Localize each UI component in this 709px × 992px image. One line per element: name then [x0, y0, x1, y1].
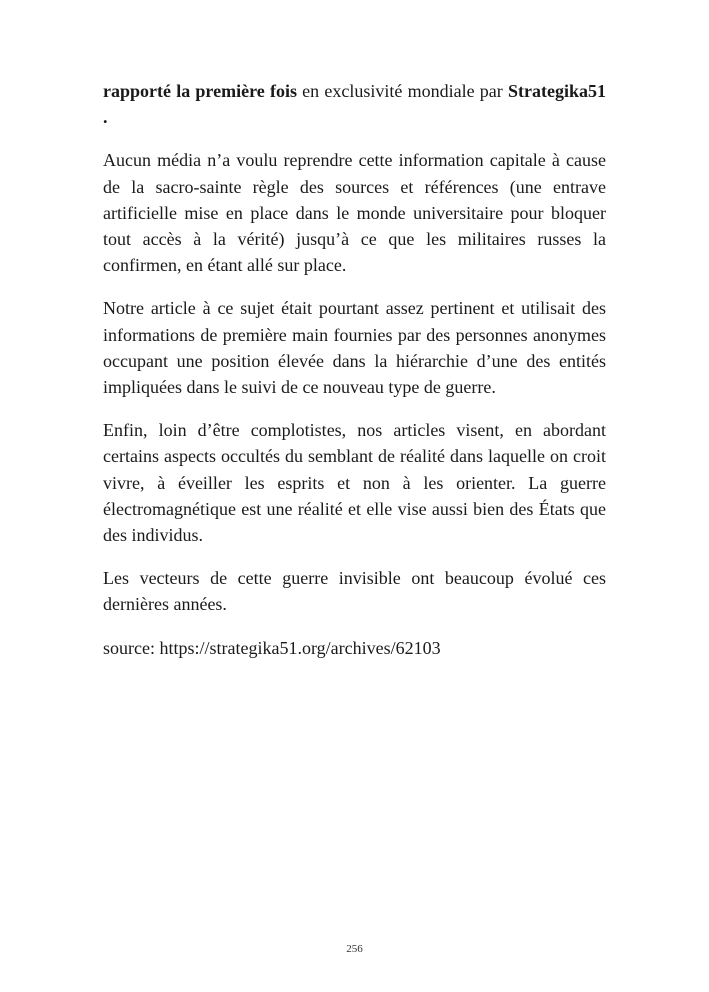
intro-bold-lead: rapporté la première fois: [103, 81, 297, 101]
page-number: 256: [346, 943, 363, 955]
page-body: [103, 78, 606, 661]
intro-paragraph: [103, 78, 606, 130]
paragraph-vectors: Les vecteurs de cette guerre invisible ont beaucoup évolué ces dernières années.: [103, 568, 606, 615]
paragraph-conclusion: Enfin, loin d’être complotistes, nos articles visent, en abordant certains aspects occultés du semblant de réalité dans laquelle on croit vivre, à éveiller les esprits et non à les orienter. La guerre électromagnétique est une réalité et elle vise aussi bien des États que des individus.: [103, 420, 606, 546]
intro-middle-text: en exclusivité mondiale par: [296, 81, 508, 101]
intro-bold-source: Strategika51 .: [103, 81, 606, 128]
paragraph-article: Notre article à ce sujet était pourtant assez pertinent et utilisait des informations de première main fournies par des personnes anonymes occupant une position élevée dans la hiérarchie d’une des entités impliquées dans le suivi de ce nouveau type de guerre.: [103, 298, 606, 398]
paragraph-media: Aucun média n’a voulu reprendre cette information capitale à cause de la sacro-sainte règle des sources et références (une entrave artificielle mise en place dans le monde universitaire pour bloquer tout accès à la vérité) jusqu’à ce que les militaires russes la confirmen, en étant allé sur place.: [103, 150, 606, 276]
source-link[interactable]: source: https://strategika51.org/archives/62103: [103, 637, 441, 658]
